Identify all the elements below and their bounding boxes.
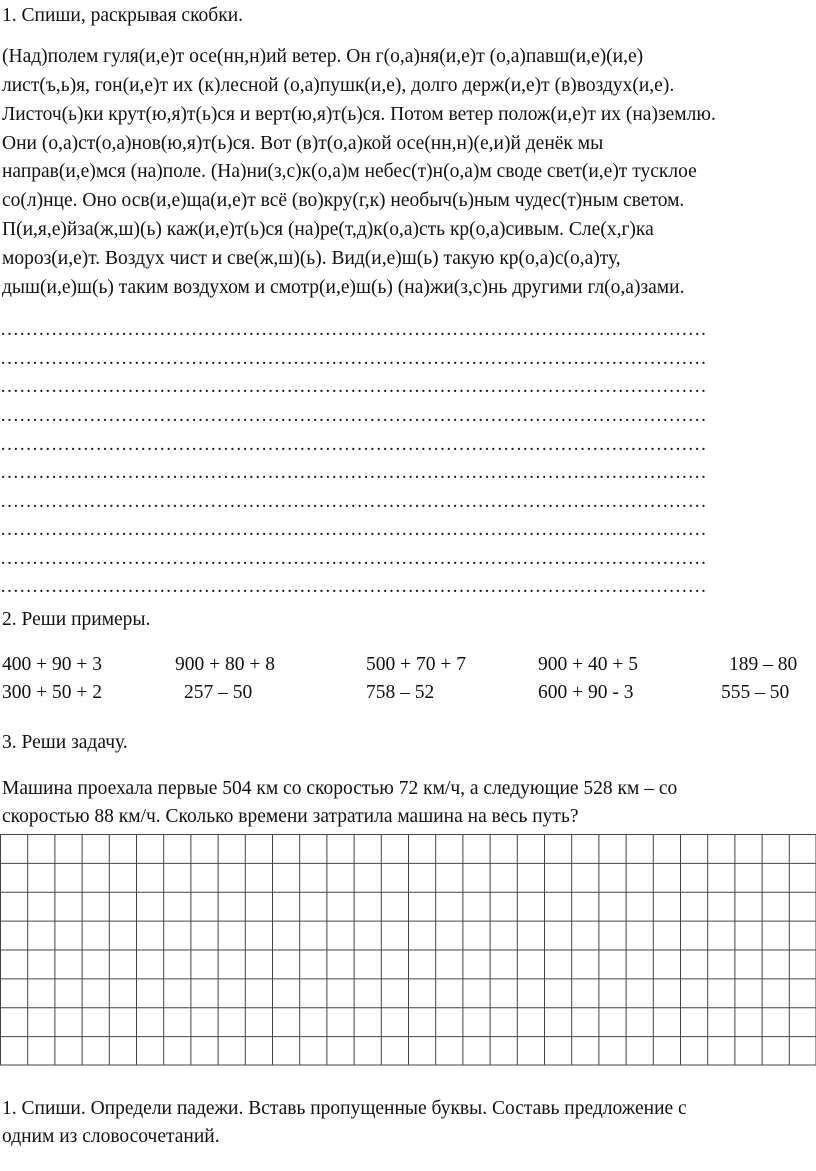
task1-text-line: Они (о,а)ст(о,а)нов(ю,я)т(ь)ся. Вот (в)т(о,а)кой осе(нн,н)(е,и)й денёк мы (2, 133, 604, 154)
task3-problem-line: Машина проехала первые 504 км со скоростью 72 км/ч, а следующие 528 км – со (2, 778, 678, 799)
answer-dotted-line[interactable]: ………………………………………………………………………………………………… (0, 320, 707, 339)
math-example: 400 + 90 + 3 (2, 654, 102, 675)
task1-text-line: лист(ъ,ь)я, гон(и,е)т их (к)лесной (о,а)пушк(и,е), долго держ(и,е)т (в)воздух(и,е). (2, 75, 675, 96)
task1-text-line: мороз(и,е)т. Воздух чист и све(ж,ш)(ь). Вид(и,е)ш(ь) такую кр(о,а)с(о,а)ту, (2, 248, 621, 269)
task4-heading-line: одним из словосочетаний. (2, 1126, 220, 1147)
task3-heading: 3. Реши задачу. (2, 732, 128, 753)
task1-heading: 1. Спиши, раскрывая скобки. (2, 5, 244, 26)
math-example: 300 + 50 + 2 (2, 682, 102, 703)
task1-text-line: Листоч(ь)ки крут(ю,я)т(ь)ся и верт(ю,я)т(ь)ся. Потом ветер полож(и,е)т их (на)землю. (2, 104, 716, 125)
answer-dotted-line[interactable]: ………………………………………………………………………………………………… (0, 492, 707, 511)
task3-problem-line: скоростью 88 км/ч. Сколько времени затратила машина на весь путь? (2, 806, 579, 827)
task2-heading: 2. Реши примеры. (2, 609, 151, 630)
math-example: 257 – 50 (184, 682, 253, 703)
answer-dotted-line[interactable]: ………………………………………………………………………………………………… (0, 520, 707, 539)
task1-text-line: дыш(и,е)ш(ь) таким воздухом и смотр(и,е)ш(ь) (на)жи(з,с)нь другими гл(о,а)зами. (2, 277, 685, 298)
answer-dotted-line[interactable]: ………………………………………………………………………………………………… (0, 549, 707, 568)
answer-dotted-line[interactable]: ………………………………………………………………………………………………… (0, 577, 707, 596)
math-example: 758 – 52 (366, 682, 435, 703)
math-example: 500 + 70 + 7 (366, 654, 466, 675)
math-example: 189 – 80 (729, 654, 798, 675)
squared-grid[interactable] (0, 834, 816, 1066)
answer-dotted-line[interactable]: ………………………………………………………………………………………………… (0, 377, 707, 396)
math-example: 900 + 40 + 5 (538, 654, 638, 675)
task1-text-line: со(л)нце. Оно осв(и,е)ща(и,е)т всё (во)кру(г,к) необыч(ь)ным чудес(т)ным светом. (2, 190, 685, 211)
answer-dotted-line[interactable]: ………………………………………………………………………………………………… (0, 463, 707, 482)
answer-dotted-line[interactable]: ………………………………………………………………………………………………… (0, 435, 707, 454)
task1-text-line: (Над)полем гуля(и,е)т осе(нн,н)ий ветер. Он г(о,а)ня(и,е)т (о,а)павш(и,е)(и,е) (2, 46, 644, 67)
answer-dotted-line[interactable]: ………………………………………………………………………………………………… (0, 406, 707, 425)
math-example: 900 + 80 + 8 (175, 654, 275, 675)
task4-heading-line: 1. Спиши. Определи падежи. Вставь пропущенные буквы. Составь предложение с (2, 1098, 687, 1119)
task1-text-line: направ(и,е)мся (на)поле. (На)ни(з,с)к(о,а)м небес(т)н(о,а)м своде свет(и,е)т тусклое (2, 161, 697, 182)
task1-text-line: П(и,я,е)йза(ж,ш)(ь) каж(и,е)т(ь)ся (на)ре(т,д)к(о,а)сть кр(о,а)сивым. Сле(х,г)ка (2, 219, 654, 240)
math-example: 600 + 90 - 3 (538, 682, 634, 703)
math-example: 555 – 50 (721, 682, 790, 703)
answer-dotted-line[interactable]: ………………………………………………………………………………………………… (0, 349, 707, 368)
